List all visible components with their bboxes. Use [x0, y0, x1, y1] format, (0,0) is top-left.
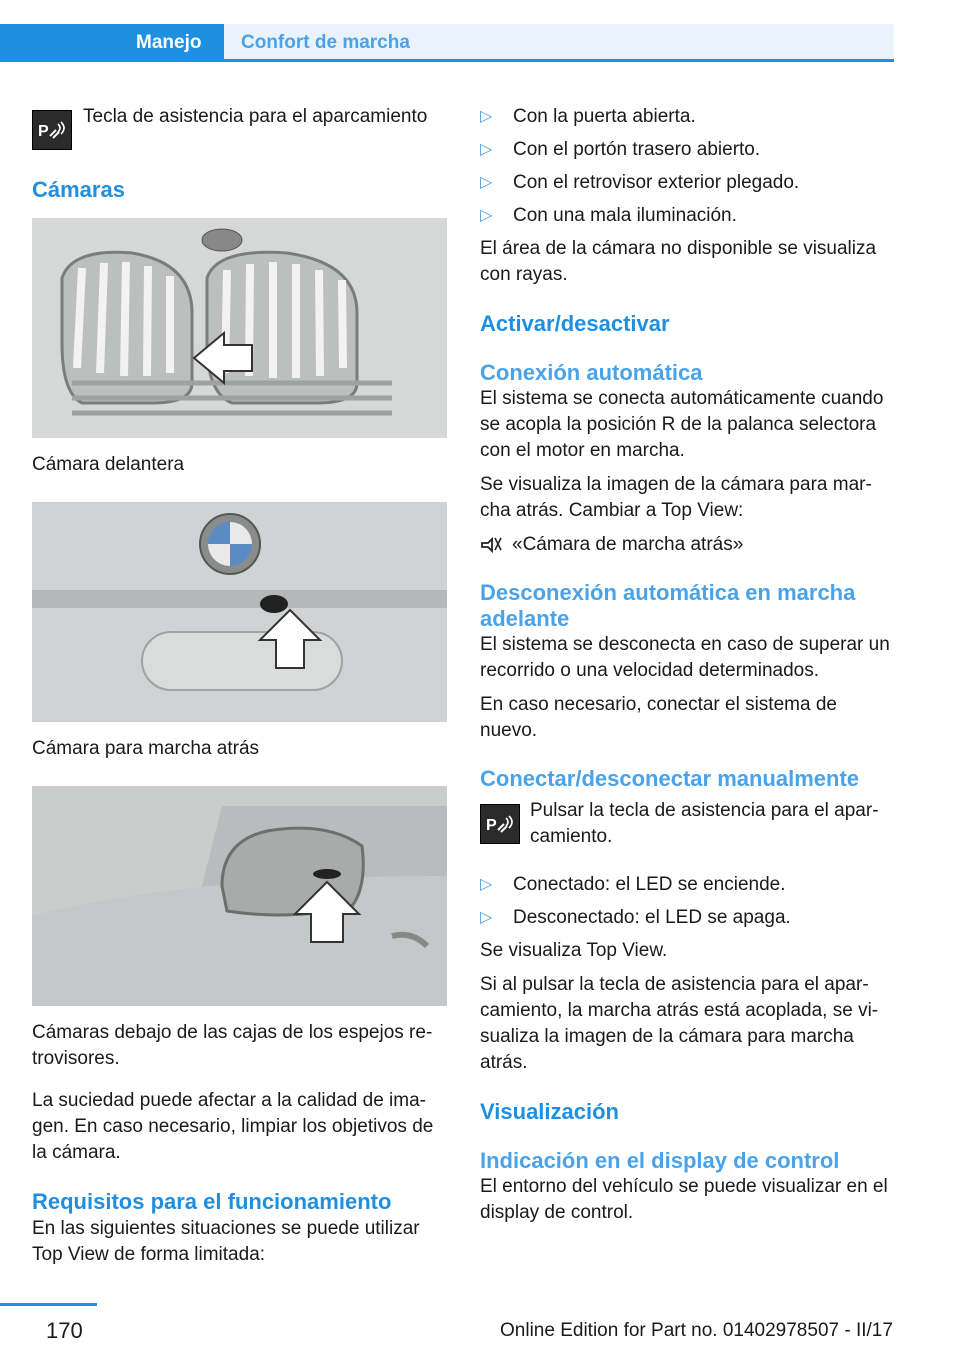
- control-display-text: El entorno del vehículo se puede visualizar en el display de control.: [480, 1176, 888, 1223]
- list-item: ▷ Desconectado: el LED se apaga.: [480, 905, 895, 931]
- list-item: ▷ Con la puerta abierta.: [480, 104, 895, 130]
- heading-display: Visualización: [480, 1099, 619, 1124]
- triangle-bullet-icon: ▷: [480, 141, 493, 158]
- stripes-text: El área de la cámara no disponible se visualiza con rayas.: [480, 238, 877, 285]
- front-camera-photo: [32, 218, 447, 438]
- triangle-bullet-icon: ▷: [480, 909, 493, 926]
- svg-text:P: P: [486, 817, 497, 834]
- caption-mirror-cameras: Cámaras debajo de las cajas de los espejos re-trovisores.: [32, 1022, 433, 1069]
- park-key-caption: Tecla de asistencia para el aparcamiento: [83, 106, 428, 127]
- auto-disconnect-text-2: En caso necesario, conectar el sistema de nuevo.: [480, 694, 837, 741]
- heading-cameras: Cámaras: [32, 177, 125, 202]
- top-view-switch-icon: [480, 534, 504, 564]
- running-header: [0, 24, 894, 62]
- header-subsection-tab: [224, 24, 894, 62]
- rear-camera-photo: [32, 502, 447, 722]
- triangle-bullet-icon: ▷: [480, 876, 493, 893]
- mirror-camera-photo: [32, 786, 447, 1006]
- dirt-notice: La suciedad puede afectar a la calidad de ima-gen. En caso necesario, limpiar los objetivos de la cámara.: [32, 1090, 434, 1163]
- page-number: 170: [46, 1318, 83, 1343]
- list-item: ▷ Con una mala iluminación.: [480, 203, 895, 229]
- heading-manual: Conectar/desconectar manualmente: [480, 766, 860, 791]
- heading-auto-disconnect: Desconexión automática en marcha adelante: [480, 580, 856, 631]
- header-underline: [224, 59, 894, 62]
- camera-menu-row: [480, 532, 895, 558]
- triangle-bullet-icon: ▷: [480, 174, 493, 191]
- right-column: [480, 96, 895, 1234]
- camera-menu-label: «Cámara de marcha atrás»: [512, 534, 744, 555]
- topview-shown-text: Se visualiza Top View.: [480, 940, 668, 961]
- footer-line: [0, 1303, 97, 1306]
- list-item: ▷ Conectado: el LED se enciende.: [480, 872, 895, 898]
- topview-text: Se visualiza la imagen de la cámara para mar-cha atrás. Cambiar a Top View:: [480, 474, 872, 521]
- heading-requirements: Requisitos para el funcionamiento: [32, 1189, 392, 1214]
- header-section-tab: [0, 24, 224, 62]
- triangle-bullet-icon: ▷: [480, 207, 493, 224]
- heading-auto-connect: Conexión automática: [480, 360, 703, 385]
- header-section: Manejo: [136, 32, 202, 53]
- triangle-bullet-icon: ▷: [480, 108, 493, 125]
- reverse-gear-text: Si al pulsar la tecla de asistencia para el apar-camiento, la marcha atrás está acoplada, se vi-sualiza la imagen de la cámara para marcha atrás.: [480, 974, 879, 1073]
- heading-activate: Activar/desactivar: [480, 311, 670, 336]
- auto-connect-text: El sistema se conecta automáticamente cuando se acopla la posición R de la palanca selectora con el motor en marcha.: [480, 388, 884, 461]
- manual-key-text: Pulsar la tecla de asistencia para el apar-camiento.: [530, 800, 879, 847]
- limitations-list: [480, 104, 895, 229]
- edition-note: Online Edition for Part no. 01402978507 - II/17: [500, 1320, 893, 1341]
- header-subsection: Confort de marcha: [241, 32, 410, 53]
- led-list: [480, 872, 895, 931]
- park-key-row: [32, 96, 452, 148]
- auto-disconnect-text: El sistema se desconecta en caso de superar un recorrido o una velocidad determinados.: [480, 634, 890, 681]
- requirements-text: En las siguientes situaciones se puede utilizar Top View de forma limitada:: [32, 1218, 420, 1265]
- left-column: [32, 96, 452, 1276]
- list-item: ▷ Con el portón trasero abierto.: [480, 137, 895, 163]
- list-item: ▷ Con el retrovisor exterior plegado.: [480, 170, 895, 196]
- heading-control-display: Indicación en el display de control: [480, 1148, 840, 1173]
- caption-front-camera: Cámara delantera: [32, 454, 185, 475]
- manual-key-row: [480, 798, 895, 862]
- svg-text:P: P: [38, 123, 49, 140]
- park-assist-key-icon: [32, 110, 72, 150]
- caption-rear-camera: Cámara para marcha atrás: [32, 738, 260, 759]
- park-assist-key-icon: [480, 804, 520, 844]
